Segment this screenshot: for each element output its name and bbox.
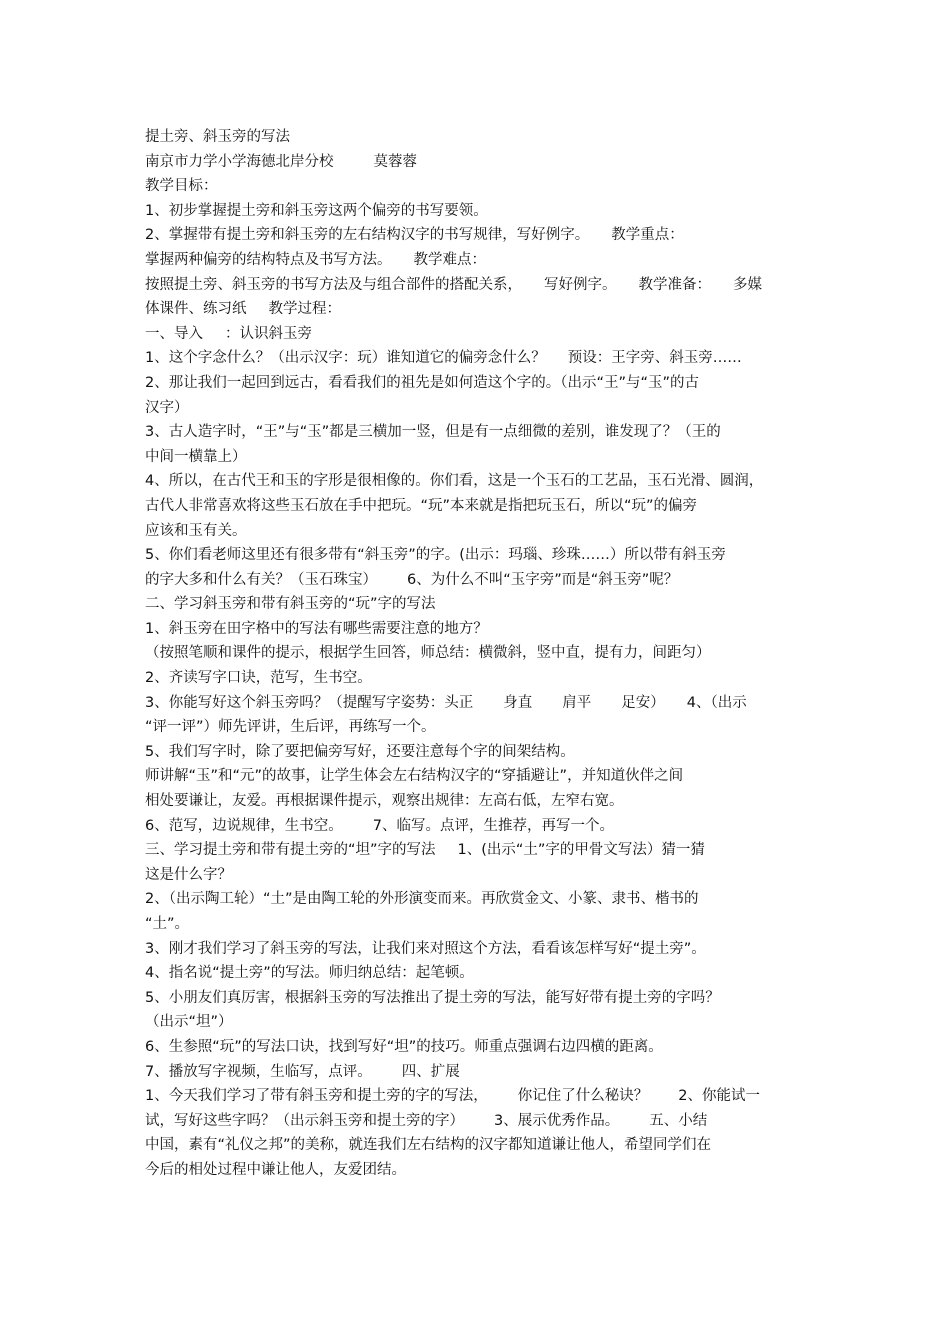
text-line: 2、齐读写字口诀，范写，生书空。 [145, 670, 372, 687]
text-line: 的字大多和什么有关？（玉石珠宝） 6、为什么不叫“玉字旁”而是“斜玉旁”呢？ [145, 571, 679, 588]
text-line: （出示“坦”） [145, 1014, 233, 1031]
text-line: 试，写好这些字吗？（出示斜玉旁和提土旁的字） 3、展示优秀作品。 五、小结 [145, 1112, 708, 1129]
text-line: 1、斜玉旁在田字格中的写法有哪些需要注意的地方？ [145, 620, 488, 637]
section-heading: 三、学习提土旁和带有提土旁的“坦”字的写法 1、(出示“土”字的甲骨文写法）猜一猜 [145, 842, 705, 859]
teacher-name: 莫蓉蓉 [373, 153, 417, 170]
text-line: 相处要谦让，友爱。再根据课件提示，观察出规律：左高右低，左窄右宽。 [145, 793, 624, 810]
text-line: 5、你们看老师这里还有很多带有“斜玉旁”的字。(出示：玛瑙、珍珠……）所以带有斜玉旁 [145, 547, 726, 564]
text-line: 3、你能写好这个斜玉旁吗？（提醒写字姿势：头正 身直 肩平 足安） 4、（出示 [145, 694, 747, 711]
text-line: 师讲解“玉”和“元”的故事，让学生体会左右结构汉字的“穿插避让”，并知道伙伴之间 [145, 768, 684, 785]
text-line: “评一评”）师先评讲，生后评，再练写一个。 [145, 719, 436, 736]
section-heading: 二、学习斜玉旁和带有斜玉旁的“玩”字的写法 [145, 596, 436, 613]
author-line [145, 150, 820, 175]
text-line: 2、那让我们一起回到远古，看看我们的祖先是如何造这个字的。（出示“王”与“玉”的古 [145, 374, 700, 391]
text-line: 按照提土旁、斜玉旁的书写方法及与组合部件的搭配关系， 写好例字。 教学准备： 多媒 [145, 276, 762, 293]
text-line: 1、初步掌握提土旁和斜玉旁这两个偏旁的书写要领。 [145, 202, 488, 219]
text-line: 4、指名说“提土旁”的写法。师归纳总结：起笔顿。 [145, 965, 474, 982]
text-line: 古代人非常喜欢将这些玉石放在手中把玩。“玩”本来就是指把玩玉石，所以“玩”的偏旁 [145, 497, 698, 514]
doc-title: 提土旁、斜玉旁的写法 [145, 129, 290, 145]
text-line: 体课件、练习纸 教学过程： [145, 301, 341, 318]
text-line: 汉字） [145, 399, 189, 416]
text-line: 1、这个字念什么？（出示汉字：玩）谁知道它的偏旁念什么？ 预设：王字旁、斜玉旁…… [145, 350, 742, 367]
text-line: 2、掌握带有提土旁和斜玉旁的左右结构汉字的书写规律，写好例字。 教学重点： [145, 227, 684, 244]
text-line: （按照笔顺和课件的提示，根据学生回答，师总结：横微斜，竖中直，提有力，间距匀） [145, 645, 711, 662]
text-line: 4、所以，在古代王和玉的字形是很相像的。你们看，这是一个玉石的工艺品，玉石光滑、圆润， [145, 473, 764, 490]
text-line: 6、范写，边说规律，生书空。 7、临写。点评，生推荐，再写一个。 [145, 817, 614, 834]
text-line: 5、我们写字时，除了要把偏旁写好，还要注意每个字的间架结构。 [145, 743, 575, 760]
text-line: “土”。 [145, 916, 190, 932]
section-heading: 教学目标： [145, 178, 218, 195]
text-line: 中国，素有“礼仪之邦”的美称，就连我们左右结构的汉字都知道谦让他人，希望同学们在 [145, 1137, 712, 1154]
text-line: 6、生参照“玩”的写法口诀，找到写好“坦”的技巧。师重点强调右边四横的距离。 [145, 1038, 663, 1055]
document-page [145, 125, 820, 1183]
text-line: 2、（出示陶工轮）“土”是由陶工轮的外形演变而来。再欣赏金文、小篆、隶书、楷书的 [145, 891, 699, 908]
text-line: 应该和玉有关。 [145, 522, 247, 539]
section-heading: 一、导入 ：认识斜玉旁 [145, 325, 312, 342]
text-line: 3、古人造字时，“王”与“玉”都是三横加一竖，但是有一点细微的差别，谁发现了？（王的 [145, 424, 721, 441]
school-name: 南京市力学小学海德北岸分校 [145, 153, 334, 170]
text-line: 3、刚才我们学习了斜玉旁的写法，让我们来对照这个方法，看看该怎样写好“提土旁”。 [145, 940, 706, 957]
text-line: 中间一横靠上） [145, 448, 247, 465]
text-line: 掌握两种偏旁的结构特点及书写方法。 教学难点： [145, 251, 486, 268]
text-line: 这是什么字？ [145, 866, 232, 883]
text-line: 5、小朋友们真厉害，根据斜玉旁的写法推出了提土旁的写法，能写好带有提土旁的字吗？ [145, 989, 720, 1006]
text-line: 7、播放写字视频，生临写，点评。 四、扩展 [145, 1063, 460, 1080]
text-line: 今后的相处过程中谦让他人，友爱团结。 [145, 1161, 406, 1178]
text-line: 1、今天我们学习了带有斜玉旁和提土旁的字的写法， 你记住了什么秘诀？ 2、你能试一 [145, 1088, 760, 1105]
